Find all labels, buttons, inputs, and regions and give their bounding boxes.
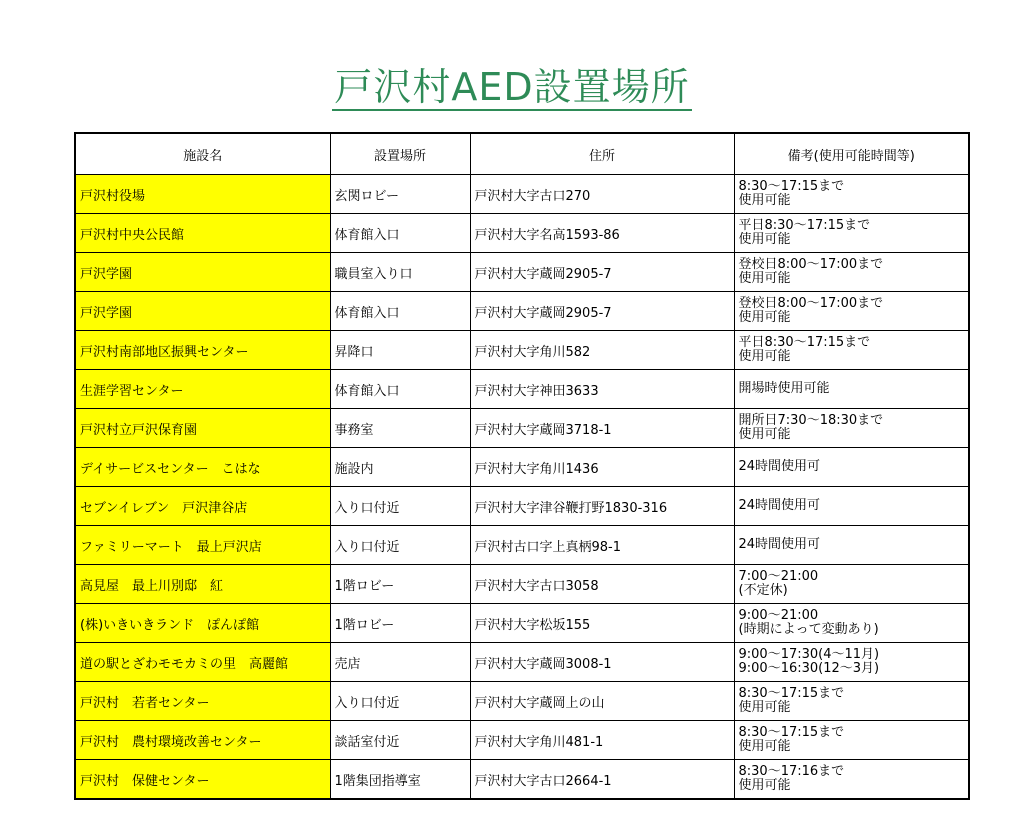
note-line: 平日8:30～17:15まで [738,335,871,350]
cell-address: 戸沢村大字蔵岡2905-7 [470,253,734,292]
cell-address: 戸沢村大字蔵岡3718-1 [470,409,734,448]
note-line: 24時間使用可 [738,498,821,513]
table-header-row [75,133,969,175]
table-row [75,682,969,721]
note-line: 8:30～17:15まで [738,725,845,740]
note-line: 7:00～21:00 [738,569,819,584]
table-row [75,175,969,214]
note-line: 使用可能 [738,271,791,286]
header-address: 住所 [470,133,734,175]
note-line: 開場時使用可能 [738,381,830,396]
cell-notes [734,175,969,214]
cell-address: 戸沢村大字角川481-1 [470,721,734,760]
cell-location: 1階ロビー [330,604,470,643]
table-row [75,643,969,682]
header-facility: 施設名 [75,133,330,175]
header-notes: 備考(使用可能時間等) [734,133,969,175]
cell-facility: 戸沢村 農村環境改善センター [75,721,330,760]
cell-address: 戸沢村大字角川1436 [470,448,734,487]
note-line: 使用可能 [738,349,791,364]
cell-facility: (株)いきいきランド ぽんぽ館 [75,604,330,643]
cell-address: 戸沢村大字名高1593-86 [470,214,734,253]
cell-notes [734,760,969,800]
cell-notes [734,292,969,331]
cell-notes [734,526,969,565]
cell-location: 玄関ロビー [330,175,470,214]
note-line: (時期によって変動あり) [738,622,879,637]
cell-facility: 戸沢村立戸沢保育園 [75,409,330,448]
cell-facility: 戸沢学園 [75,292,330,331]
table-row [75,604,969,643]
cell-location: 昇降口 [330,331,470,370]
cell-address: 戸沢村大字津谷鞭打野1830-316 [470,487,734,526]
note-line: 開所日7:30～18:30まで [738,413,884,428]
note-line: 9:00～21:00 [738,608,819,623]
note-line: 使用可能 [738,193,791,208]
cell-location: 体育館入口 [330,214,470,253]
cell-facility: ファミリーマート 最上戸沢店 [75,526,330,565]
table-row [75,526,969,565]
cell-notes [734,214,969,253]
cell-notes [734,448,969,487]
cell-location: 入り口付近 [330,526,470,565]
cell-notes [734,604,969,643]
note-line: 使用可能 [738,700,791,715]
note-line: 8:30～17:15まで [738,686,845,701]
header-location: 設置場所 [330,133,470,175]
cell-location: 売店 [330,643,470,682]
cell-address: 戸沢村大字蔵岡上の山 [470,682,734,721]
cell-location: 事務室 [330,409,470,448]
cell-notes [734,721,969,760]
table-row [75,565,969,604]
cell-facility: 戸沢村 保健センター [75,760,330,800]
page-title-text: 戸沢村AED設置場所 [334,65,690,109]
note-line: 平日8:30～17:15まで [738,218,871,233]
cell-address: 戸沢村大字角川582 [470,331,734,370]
cell-location: 談話室付近 [330,721,470,760]
cell-location: 体育館入口 [330,292,470,331]
table-row [75,487,969,526]
table-row [75,292,969,331]
table-row [75,721,969,760]
table-row [75,760,969,800]
cell-facility: 戸沢村南部地区振興センター [75,331,330,370]
table-row [75,331,969,370]
note-line: 9:00～16:30(12～3月) [738,661,880,676]
table-row [75,448,969,487]
cell-address: 戸沢村大字古口3058 [470,565,734,604]
cell-notes [734,331,969,370]
cell-facility: 高見屋 最上川別邸 紅 [75,565,330,604]
note-line: 24時間使用可 [738,537,821,552]
cell-facility: セブンイレブン 戸沢津谷店 [75,487,330,526]
cell-address: 戸沢村大字神田3633 [470,370,734,409]
cell-address: 戸沢村古口字上真柄98-1 [470,526,734,565]
cell-facility: デイサービスセンター こはな [75,448,330,487]
cell-address: 戸沢村大字松坂155 [470,604,734,643]
cell-location: 1階ロビー [330,565,470,604]
cell-notes [734,682,969,721]
cell-location: 入り口付近 [330,487,470,526]
note-line: 登校日8:00～17:00まで [738,296,884,311]
cell-facility: 戸沢学園 [75,253,330,292]
cell-notes [734,409,969,448]
note-line: 8:30～17:16まで [738,764,845,779]
table-row [75,409,969,448]
note-line: 8:30～17:15まで [738,179,845,194]
cell-location: 1階集団指導室 [330,760,470,800]
note-line: 9:00～17:30(4～11月) [738,647,880,662]
cell-facility: 生涯学習センター [75,370,330,409]
cell-address: 戸沢村大字古口270 [470,175,734,214]
note-line: 使用可能 [738,232,791,247]
page-title [0,64,1024,110]
note-line: 使用可能 [738,427,791,442]
note-line: 使用可能 [738,778,791,793]
cell-address: 戸沢村大字蔵岡3008-1 [470,643,734,682]
note-line: 24時間使用可 [738,459,821,474]
cell-location: 体育館入口 [330,370,470,409]
cell-notes [734,253,969,292]
note-line: 使用可能 [738,310,791,325]
cell-location: 職員室入り口 [330,253,470,292]
note-line: 使用可能 [738,739,791,754]
cell-facility: 戸沢村役場 [75,175,330,214]
cell-facility: 道の駅とざわモモカミの里 高麗館 [75,643,330,682]
table-body [75,175,969,800]
cell-facility: 戸沢村 若者センター [75,682,330,721]
cell-location: 施設内 [330,448,470,487]
cell-facility: 戸沢村中央公民館 [75,214,330,253]
table-row [75,214,969,253]
cell-address: 戸沢村大字古口2664-1 [470,760,734,800]
table-row [75,370,969,409]
cell-address: 戸沢村大字蔵岡2905-7 [470,292,734,331]
note-line: 登校日8:00～17:00まで [738,257,884,272]
cell-notes [734,487,969,526]
note-line: (不定休) [738,583,788,598]
cell-notes [734,370,969,409]
aed-location-table [74,132,970,800]
table-row [75,253,969,292]
cell-notes [734,643,969,682]
cell-notes [734,565,969,604]
cell-location: 入り口付近 [330,682,470,721]
